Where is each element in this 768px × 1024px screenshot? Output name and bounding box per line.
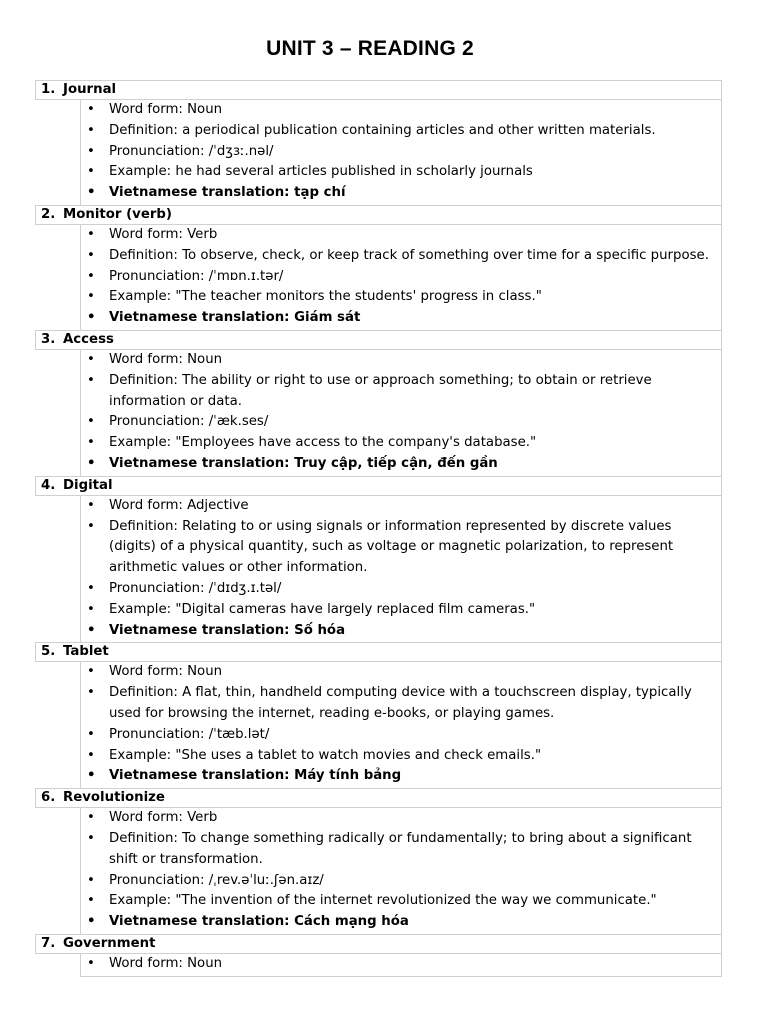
definition: • Definition: To change something radically or fundamentally; to bring about a significant shift or transformation. [81,829,717,871]
word-form: • Word form: Verb [81,808,717,829]
entry-details-box [80,662,722,789]
entry-header [35,788,722,808]
entry-details [81,808,717,933]
definition: • Definition: A flat, thin, handheld computing device with a touchscreen display, typically used for browsing the internet, reading e-books, or playing games. [81,683,717,725]
vocab-entry [35,642,722,789]
pronunciation: • Pronunciation: /ˈæk.ses/ [81,412,717,433]
entry-details [81,225,717,329]
entry-word: Revolutionize [63,790,165,806]
entry-number: 7. [41,935,56,951]
entry-details [81,350,717,475]
entry-details-box [80,225,722,331]
vietnamese-translation: • Vietnamese translation: Máy tính bảng [81,766,717,787]
definition: • Definition: The ability or right to use or approach something; to obtain or retrieve information or data. [81,371,717,413]
entry-details [81,954,717,975]
word-form: • Word form: Noun [81,100,717,121]
vocab-entry [35,205,722,331]
word-form: • Word form: Noun [81,350,717,371]
entry-header [35,476,722,496]
word-form: • Word form: Noun [81,954,717,975]
vocab-entry [35,330,722,477]
word-form: • Word form: Noun [81,662,717,683]
entry-header [35,330,722,350]
entry-number: 2. [41,206,56,222]
example: • Example: he had several articles published in scholarly journals [81,162,717,183]
vocabulary-list [35,81,722,977]
example: • Example: "Digital cameras have largely replaced film cameras." [81,600,717,621]
word-form: • Word form: Adjective [81,496,717,517]
page-title: UNIT 3 – READING 2 [266,37,474,60]
entry-word: Digital [63,477,113,493]
entry-number: 5. [41,644,56,660]
example: • Example: "The teacher monitors the students' progress in class." [81,287,717,308]
entry-details [81,496,717,642]
pronunciation: • Pronunciation: /ˌrev.əˈluː.ʃən.aɪz/ [81,871,717,892]
entry-number: 1. [41,82,56,97]
definition: • Definition: Relating to or using signals or information represented by discrete values (digits) of a physical quantity, such as voltage or magnetic polarization, to represent arithmetic values or other information. [81,517,717,579]
entry-details-box [80,496,722,644]
vocab-entry [35,788,722,935]
vietnamese-translation: • Vietnamese translation: Truy cập, tiếp cận, đến gần [81,454,717,475]
pronunciation: • Pronunciation: /ˈtæb.lət/ [81,725,717,746]
vocab-entry [35,476,722,644]
entry-details-box [80,954,722,977]
word-form: • Word form: Verb [81,225,717,246]
vietnamese-translation: • Vietnamese translation: Giám sát [81,308,717,329]
entry-word: Government [63,935,156,951]
entry-word: Monitor (verb) [63,206,172,222]
pronunciation: • Pronunciation: /ˈdʒɜː.nəl/ [81,142,717,163]
pronunciation: • Pronunciation: /ˈmɒn.ɪ.tər/ [81,267,717,288]
entry-number: 6. [41,790,56,806]
entry-header [35,934,722,954]
entry-details-box [80,350,722,477]
entry-header [35,205,722,225]
vietnamese-translation: • Vietnamese translation: tạp chí [81,183,717,204]
entry-word: Tablet [63,644,109,660]
example: • Example: "Employees have access to the company's database." [81,433,717,454]
definition: • Definition: a periodical publication containing articles and other written materials. [81,121,717,142]
definition: • Definition: To observe, check, or keep track of something over time for a specific purpose. [81,246,717,267]
vietnamese-translation: • Vietnamese translation: Cách mạng hóa [81,912,717,933]
entry-word: Access [63,331,114,347]
vocab-entry [35,934,722,977]
entry-header [35,80,722,100]
entry-word: Journal [63,82,117,97]
entry-details-box [80,100,722,206]
pronunciation: • Pronunciation: /ˈdɪdʒ.ɪ.təl/ [81,579,717,600]
vietnamese-translation: • Vietnamese translation: Số hóa [81,621,717,642]
entry-details-box [80,808,722,935]
example: • Example: "The invention of the internet revolutionized the way we communicate." [81,891,717,912]
entry-number: 3. [41,331,56,347]
vocab-entry [35,80,722,206]
entry-details [81,100,717,204]
entry-header [35,642,722,662]
entry-number: 4. [41,477,56,493]
entry-details [81,662,717,787]
example: • Example: "She uses a tablet to watch movies and check emails." [81,746,717,767]
